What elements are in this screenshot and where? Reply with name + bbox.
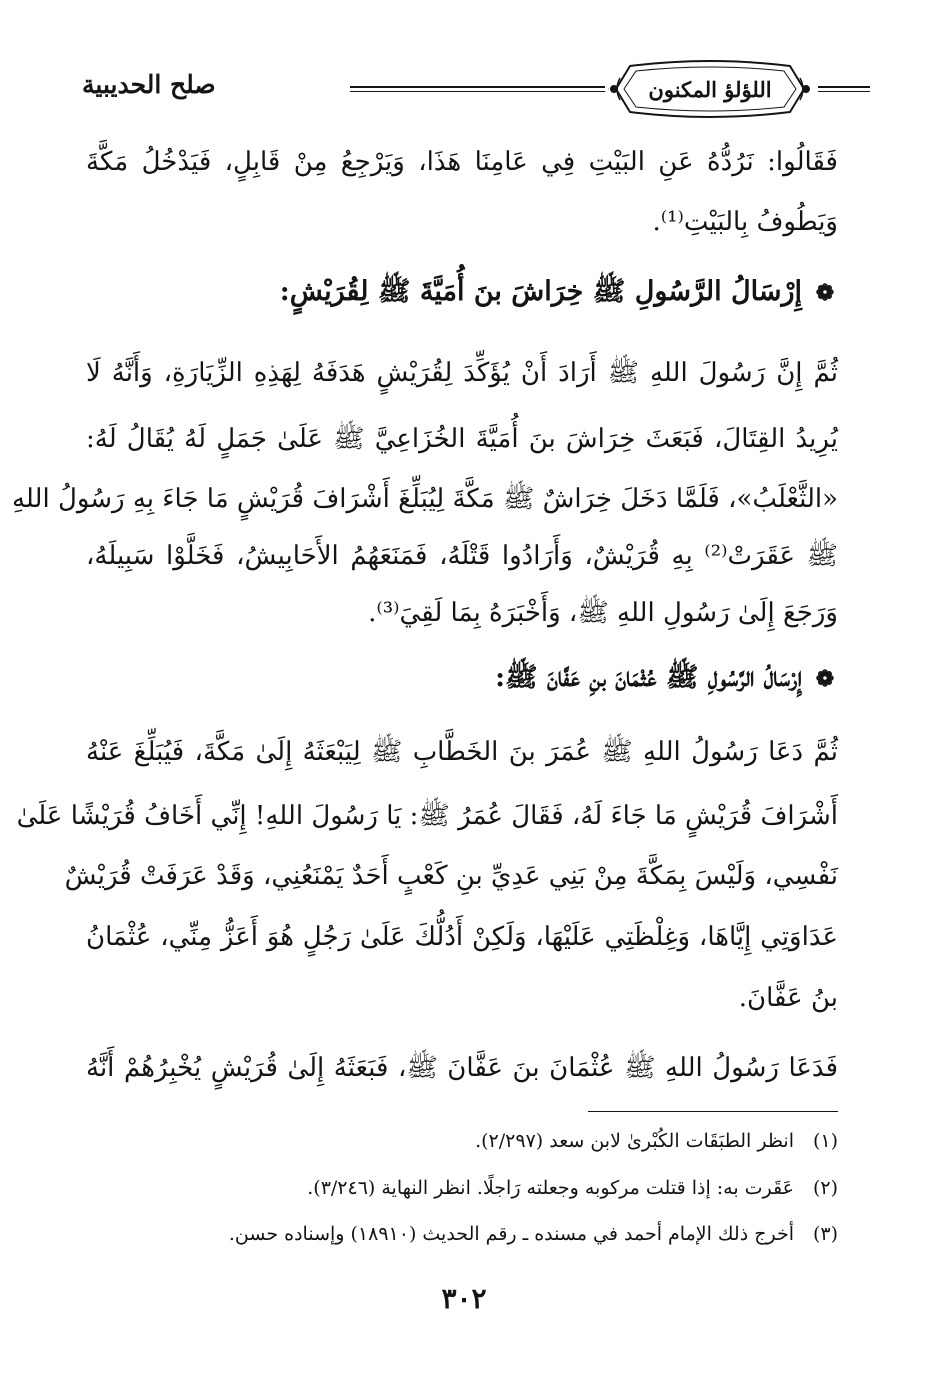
footnote-text: عَقَرت به: إذا قتلت مركوبه وجعلته رَاجلًا. انظر النهاية (٣/٢٤٦). [307, 1177, 794, 1199]
footnote-text: أخرج ذلك الإمام أحمد في مسنده ـ رقم الحديث (١٨٩١٠) وإسناده حسن. [228, 1223, 794, 1245]
section-heading [86, 272, 838, 313]
section-heading-text: إِرْسَالُ الرَّسُولِ ﷺ عُثْمَانَ بنِ عَفَّانَ ﷺ: [495, 662, 802, 693]
book-title: اللؤلؤ المكنون [648, 76, 772, 102]
text-line: ﷺ عَقَرَتْ⁽²⁾ بِهِ قُرَيْشٌ، وَأَرَادُوا قَتْلَهُ، فَمَنَعَهُمُ الأَحَابِيشُ، فَخَلَّوْا سَبِيلَهُ، [86, 541, 838, 571]
header-rule-right [818, 86, 870, 88]
flower-bullet-icon: ❁ [815, 666, 835, 692]
footnote-number: (٣) [812, 1223, 838, 1245]
text-line: ثُمَّ إِنَّ رَسُولَ اللهِ ﷺ أَرَادَ أَنْ يُؤَكِّدَ لِقُرَيْشٍ هَدَفَهُ لِهَذِهِ الزِّيَارَةِ، وَأَنَّهُ لَا [86, 358, 838, 388]
text-line: عَدَاوَتِي إِيَّاهَا، وَغِلْظَتِي عَلَيْهَا، وَلَكِنْ أَدُلُّكَ عَلَىٰ رَجُلٍ هُوَ أَعَزُّ مِنِّي، عُثْمَانُ [86, 922, 839, 952]
text-line: وَيَطُوفُ بِالبَيْتِ⁽¹⁾. [652, 207, 838, 237]
text-line: يُرِيدُ القِتَالَ، فَبَعَثَ خِرَاشَ بنَ أُمَيَّةَ الخُزَاعِيَّ ﷺ عَلَىٰ جَمَلٍ لَهُ يُقَالُ لَهُ: [86, 424, 838, 454]
chapter-title: صلح الحديبية [82, 70, 216, 99]
footnote [86, 1127, 838, 1155]
footnote-separator [588, 1111, 838, 1112]
section-heading-text: إِرْسَالُ الرَّسُولِ ﷺ خِرَاشَ بنَ أُمَيَّةَ ﷺ لِقُرَيْشٍ: [279, 276, 802, 307]
footnote-text: انظر الطبَقَات الكُبْرىٰ لابن سعد (٢/٢٩٧). [475, 1130, 794, 1152]
section-heading [86, 658, 838, 699]
footnote [86, 1174, 838, 1202]
book-title-ornament [608, 58, 812, 120]
header-rule-middle [350, 86, 605, 88]
footnote-number: (١) [812, 1130, 838, 1152]
flower-bullet-icon: ❁ [815, 280, 835, 306]
text-line: ثُمَّ دَعَا رَسُولُ اللهِ ﷺ عُمَرَ بنَ الخَطَّابِ ﷺ لِيَبْعَثَهُ إِلَىٰ مَكَّةَ، فَيُبَلِّغَ عَنْهُ [86, 737, 838, 767]
footnote [86, 1220, 838, 1248]
text-line: فَقَالُوا: نَرُدُّهُ عَنِ البَيْتِ فِي عَامِنَا هَذَا، وَيَرْجِعُ مِنْ قَابِلٍ، فَيَدْخُلُ مَكَّةَ [86, 147, 838, 177]
text-line: بنُ عَفَّانَ. [738, 983, 838, 1013]
text-line: نَفْسِي، وَلَيْسَ بِمَكَّةَ مِنْ بَنِي عَدِيِّ بنِ كَعْبٍ أَحَدٌ يَمْنَعُنِي، وَقَدْ عَرَفَتْ قُرَيْشٌ [64, 861, 838, 891]
text-line: وَرَجَعَ إِلَىٰ رَسُولِ اللهِ ﷺ، وَأَخْبَرَهُ بِمَا لَقِيَ⁽³⁾. [368, 598, 838, 628]
running-header [60, 52, 870, 132]
footnote-number: (٢) [812, 1177, 838, 1199]
text-line: أَشْرَافَ قُرَيْشٍ مَا جَاءَ لَهُ، فَقَالَ عُمَرُ ﷺ: يَا رَسُولَ اللهِ! إِنِّي أَخَافُ قُرَيْشًا عَلَىٰ [16, 801, 838, 831]
text-line: فَدَعَا رَسُولُ اللهِ ﷺ عُثْمَانَ بنَ عَفَّانَ ﷺ، فَبَعَثَهُ إِلَىٰ قُرَيْشٍ يُخْبِرُهُمْ أَنَّهُ [86, 1053, 838, 1083]
text-line: «الثَّعْلَبُ»، فَلَمَّا دَخَلَ خِرَاشٌ ﷺ مَكَّةَ لِيُبَلِّغَ أَشْرَافَ قُرَيْشٍ مَا جَاءَ بِهِ رَسُولُ اللهِ [11, 484, 838, 514]
page-number: ٣٠٢ [441, 1282, 487, 1315]
